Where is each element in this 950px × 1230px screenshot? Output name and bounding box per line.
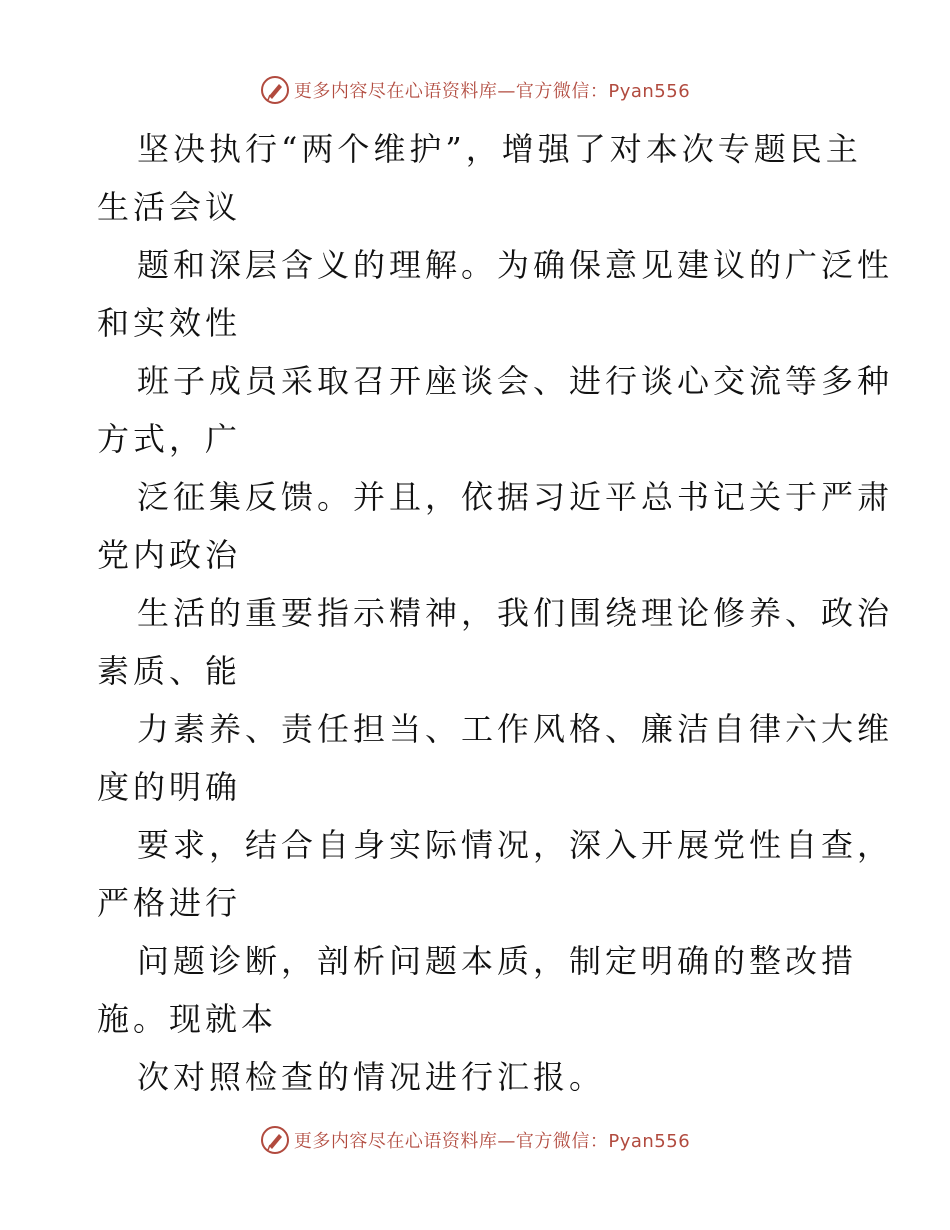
body-line: 班子成员采取召开座谈会、进行谈心交流等多种	[137, 362, 894, 400]
quill-pen-logo-icon	[260, 75, 290, 105]
body-line: 党内政治	[97, 536, 242, 574]
body-line: 和实效性	[97, 304, 242, 342]
body-line: 次对照检查的情况进行汇报。	[137, 1058, 606, 1096]
document-body	[97, 120, 894, 1106]
body-line: 坚决执行“两个维护”，增强了对本次专题民主	[137, 130, 862, 168]
footer-banner-text: 更多内容尽在心语资料库—官方微信：Pyan556	[293, 1131, 691, 1152]
body-line: 素质、能	[97, 652, 242, 690]
body-line: 方式，广	[97, 420, 242, 458]
quill-pen-logo-icon	[260, 1125, 290, 1155]
body-line: 严格进行	[97, 884, 242, 922]
body-line: 生活的重要指示精神，我们围绕理论修养、政治	[137, 594, 894, 632]
body-line: 要求，结合自身实际情况，深入开展党性自查，	[137, 826, 894, 864]
body-line: 泛征集反馈。并且，依据习近平总书记关于严肃	[137, 478, 894, 516]
header-banner	[0, 72, 950, 108]
body-line: 施。现就本	[97, 1000, 278, 1038]
body-line: 力素养、责任担当、工作风格、廉洁自律六大维	[137, 710, 894, 748]
body-line: 题和深层含义的理解。为确保意见建议的广泛性	[137, 246, 894, 284]
header-banner-text: 更多内容尽在心语资料库—官方微信：Pyan556	[293, 81, 691, 102]
body-line: 问题诊断，剖析问题本质，制定明确的整改措	[137, 942, 858, 980]
body-line: 生活会议	[97, 188, 242, 226]
footer-banner	[0, 1122, 950, 1158]
body-line: 度的明确	[97, 768, 242, 806]
